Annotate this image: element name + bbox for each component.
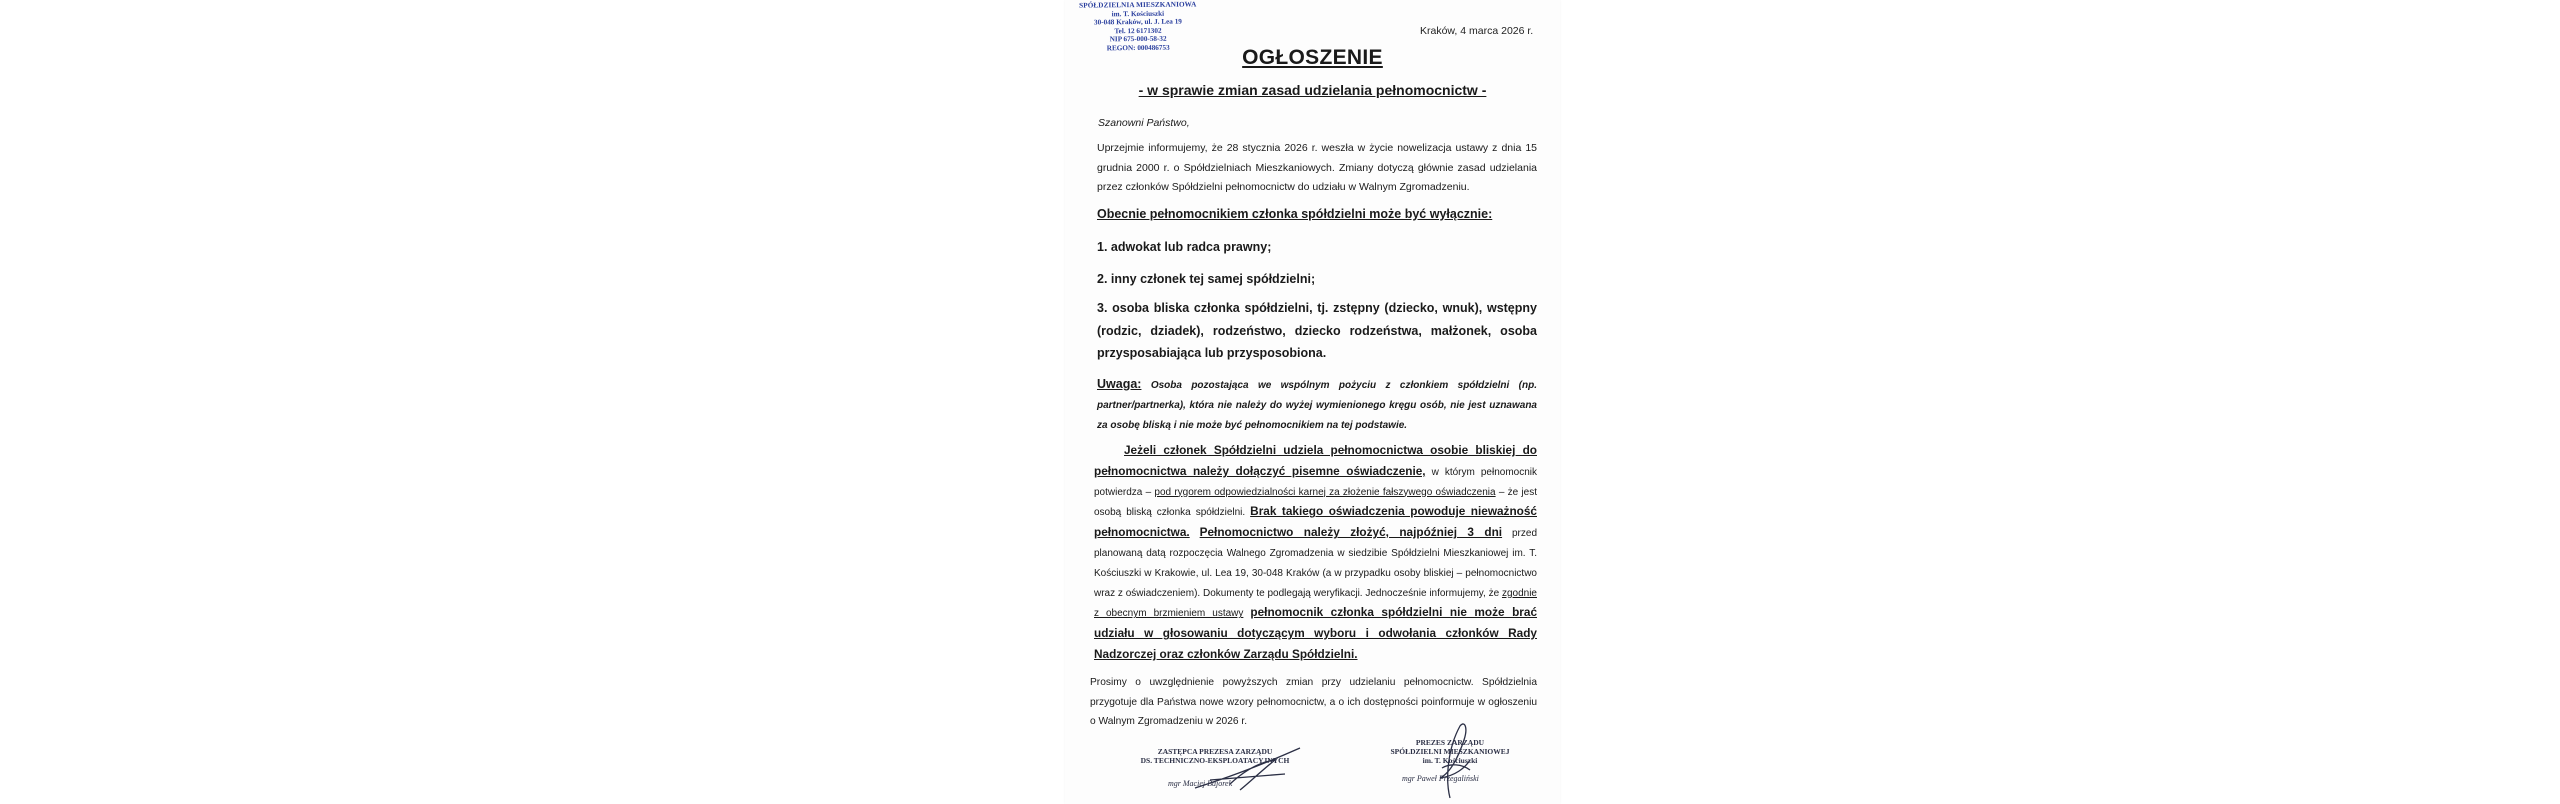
greeting: Szanowni Państwo, [1098, 117, 1190, 129]
procedure-emphasis: Pełnomocnictwo należy złożyć, najpóźniej 3 dni [1199, 525, 1503, 540]
handwritten-signature-right [1420, 718, 1490, 804]
eligibility-heading: Obecnie pełnomocnikiem członka spółdzielni może być wyłącznie: [1097, 207, 1493, 221]
procedure-emphasis: Jeżeli członek Spółdzielni udziela pełnomocnictwa osobie bliskiej do pełnomocnictwa należy dołączyć pisemne oświadczenie, [1094, 443, 1537, 478]
procedure-underlined: zgodnie z obecnym brzmieniem ustawy [1094, 587, 1537, 620]
procedure-text [1190, 528, 1200, 539]
stamp-line: im. T. Kościuszki [1111, 9, 1165, 18]
signature-title-line: PREZES ZARZĄDU [1415, 738, 1485, 747]
signature-title-line: ZASTĘPCA PREZESA ZARZĄDU [1157, 747, 1273, 756]
stamp-line: REGON: 000486753 [1106, 43, 1170, 52]
document-subtitle: - w sprawie zmian zasad udzielania pełnomocnictw - [1138, 82, 1487, 98]
procedure-emphasis: Brak takiego oświadczenia powoduje nieważność pełnomocnictwa. [1094, 504, 1537, 540]
procedure-text: – że jest osobą bliską członka spółdzielni. [1094, 486, 1537, 519]
cooperative-stamp [1068, 0, 1209, 52]
note-label: Uwaga: [1097, 377, 1142, 391]
eligibility-item: 2. inny członek tej samej spółdzielni; [1097, 272, 1316, 286]
procedure-text: w którym pełnomocnik potwierdza – [1094, 466, 1537, 498]
stamp-line: SPÓŁDZIELNIA MIESZKANIOWA [1079, 0, 1197, 10]
document-title: OGŁOSZENIE [1242, 46, 1383, 69]
stamp-line: 30-048 Kraków, ul. J. Lea 19 [1093, 17, 1182, 27]
handwritten-signature-left [1190, 740, 1310, 800]
procedure-text: przed planowaną datą rozpoczęcia Walnego Zgromadzenia w siedzibie Spółdzielni Mieszkaniowej im. T. Kościuszki w Krakowie, ul. Lea 19, 30-048 Kraków (a w przypadku osoby bliskiej – pełnomocnictwo wraz z oświadczeniem). Dokumenty te podlegają weryfikacji. Jednocześnie informujemy, że [1094, 528, 1538, 599]
stamp-line: Tel. 12 6171302 [1114, 26, 1162, 35]
document-date: Kraków, 4 marca 2026 r. [1420, 25, 1534, 37]
signature-title-line: im. T. Kościuszki [1422, 756, 1478, 765]
stamp-line: NIP 675-000-58-32 [1109, 34, 1167, 44]
closing-paragraph: Prosimy o uwzględnienie powyższych zmian przy udzielaniu pełnomocnictw. Spółdzielnia przygotuje dla Państwa nowe wzory pełnomocnictw, a o ich dostępności poinformuje w ogłoszeniu o Walnym Zgromadzeniu w 2026 r. [1090, 677, 1537, 727]
signature-title-line: SPÓŁDZIELNI MIESZKANIOWEJ [1390, 747, 1510, 756]
procedure-underlined: pod rygorem odpowiedzialności karnej za złożenie fałszywego oświadczenia [1154, 486, 1496, 498]
eligibility-item: 1. adwokat lub radca prawny; [1097, 240, 1272, 254]
signature-title-line: DS. TECHNICZNO-EKSPLOATACYJNYCH [1140, 756, 1290, 765]
note-text: Osoba pozostająca we wspólnym pożyciu z członkiem spółdzielni (np. partner/partnerka), która nie należy do wyżej wymienionego kręgu osób, nie jest uznawana za osobę bliską i nie może być pełnomocnikiem na tej podstawie. [1097, 380, 1537, 431]
intro-paragraph: Uprzejmie informujemy, że 28 stycznia 2026 r. weszła w życie nowelizacja ustawy z dnia 15 grudnia 2000 r. o Spółdzielniach Mieszkaniowych. Zmiany dotyczą głównie zasad udzielania przez członków Spółdzielni pełnomocnictw do udziału w Walnym Zgromadzeniu. [1097, 142, 1537, 193]
procedure-paragraph [1094, 441, 1537, 666]
note-paragraph [1097, 374, 1537, 436]
eligibility-item: 3. osoba bliska członka spółdzielni, tj. zstępny (dziecko, wnuk), wstępny (rodzic, dziadek), rodzeństwo, dziecko rodzeństwa, małżonek, osoba przysposabiająca lub przysposobiona. [1097, 301, 1537, 360]
procedure-emphasis: pełnomocnik członka spółdzielni nie może brać udziału w głosowaniu dotyczącym wyboru i odwołania członków Rady Nadzorczej oraz członków Zarządu Spółdzielni. [1094, 605, 1538, 661]
signature-name-left: mgr Maciej Bajorek [1168, 779, 1233, 788]
signature-name-right: mgr Paweł Przegaliński [1402, 774, 1479, 783]
